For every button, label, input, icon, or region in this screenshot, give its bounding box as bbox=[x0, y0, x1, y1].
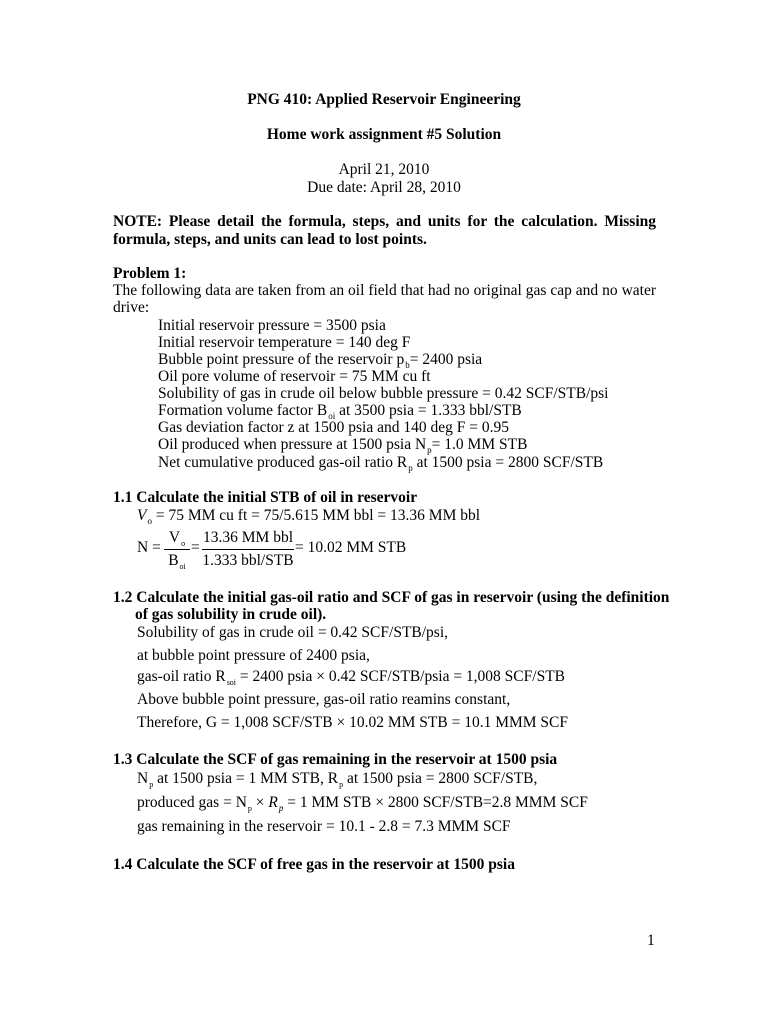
problem-1-intro-1: The following data are taken from an oil field that had no original gas cap and no water bbox=[113, 282, 656, 299]
data-bubble-point: Bubble point pressure of the reservoir $p_b= 2400$ psia bbox=[158, 351, 483, 370]
fraction-1-numerator: $V_o$ bbox=[168, 529, 186, 548]
oil-volume-line: $V_o = 75$ MM cu ft = 75/5.615 MM bbl = 13.36 MM bbl bbox=[137, 507, 481, 526]
fraction-1-denominator: $B_{oi}$ bbox=[168, 552, 186, 571]
course-title: PNG 410: Applied Reservoir Engineering bbox=[247, 91, 521, 108]
np-rp-line: $N_p$ at 1500 psia = 1 MM STB, $R_p$ at 1500 psia = 2800 SCF/STB, bbox=[137, 770, 538, 789]
fraction-2-denominator: 1.333 bbl/STB bbox=[202, 552, 294, 569]
problem-1-intro-2: drive: bbox=[113, 299, 150, 316]
bubble-pressure-line: at bubble point pressure of 2400 psia, bbox=[137, 647, 370, 664]
data-formation-volume-factor: Formation volume factor $B_{oi}$ at 3500 psia = 1.333 bbl/STB bbox=[158, 402, 522, 421]
data-solubility: Solubility of gas in crude oil below bubble pressure = 0.42 SCF/STB/psi bbox=[158, 385, 609, 402]
data-initial-temperature: Initial reservoir temperature = 140 deg F bbox=[158, 334, 411, 351]
constant-ratio-line: Above bubble point pressure, gas-oil ratio reamins constant, bbox=[137, 691, 511, 708]
section-1-2-title-1: 1.2 Calculate the initial gas-oil ratio and SCF of gas in reservoir (using the definition bbox=[113, 589, 670, 606]
problem-1-title: Problem 1: bbox=[113, 265, 187, 282]
gas-remaining-line: gas remaining in the reservoir = 10.1 - 2.8 = 7.3 MMM SCF bbox=[137, 818, 511, 835]
note-line-2: formula, steps, and units can lead to lost points. bbox=[113, 231, 427, 248]
note-line-1: NOTE: Please detail the formula, steps, and units for the calculation. Missing bbox=[113, 213, 656, 230]
gas-oil-ratio-line: gas-oil ratio $R_{soi} = 2400$ psia × 0.42 SCF/STB/psia = 1,008 SCF/STB bbox=[137, 668, 565, 687]
data-oil-produced: Oil produced when pressure at 1500 psia $N_p= 1.0$ MM STB bbox=[158, 436, 528, 455]
data-gas-deviation: Gas deviation factor z at 1500 psia and 140 deg F = 0.95 bbox=[158, 419, 509, 436]
data-pore-volume: Oil pore volume of reservoir = 75 MM cu ft bbox=[158, 368, 431, 385]
data-gas-oil-ratio: Net cumulative produced gas-oil ratio $R_p$ at 1500 psia = 2800 SCF/STB bbox=[158, 454, 604, 473]
n-label: N = bbox=[137, 539, 161, 556]
fraction-2-numerator: 13.36 MM bbl bbox=[203, 529, 293, 546]
n-result: = 10.02 MM STB bbox=[295, 539, 407, 556]
assignment-title: Home work assignment #5 Solution bbox=[266, 126, 502, 143]
section-1-3-title: 1.3 Calculate the SCF of gas remaining in the reservoir at 1500 psia bbox=[113, 751, 558, 768]
section-1-1-title: 1.1 Calculate the initial STB of oil in reservoir bbox=[113, 489, 418, 506]
produced-gas-line: produced gas = $N_p \times R_p = 1$ MM STB × 2800 SCF/STB=2.8 MMM SCF bbox=[137, 794, 588, 813]
section-1-2-title-2: of gas solubility in crude oil). bbox=[135, 606, 327, 623]
fraction-1-bar bbox=[164, 549, 190, 550]
fraction-2-bar bbox=[202, 549, 294, 550]
assignment-date: April 21, 2010 bbox=[338, 161, 430, 178]
data-initial-pressure: Initial reservoir pressure = 3500 psia bbox=[158, 317, 386, 334]
solubility-line: Solubility of gas in crude oil = 0.42 SCF/STB/psi, bbox=[137, 624, 449, 641]
page-number: 1 bbox=[647, 932, 655, 949]
due-date: Due date: April 28, 2010 bbox=[307, 179, 461, 196]
equals-sign: = bbox=[191, 539, 200, 556]
total-gas-line: Therefore, G = 1,008 SCF/STB × 10.02 MM STB = 10.1 MMM SCF bbox=[137, 714, 568, 731]
section-1-4-title: 1.4 Calculate the SCF of free gas in the reservoir at 1500 psia bbox=[113, 856, 515, 873]
